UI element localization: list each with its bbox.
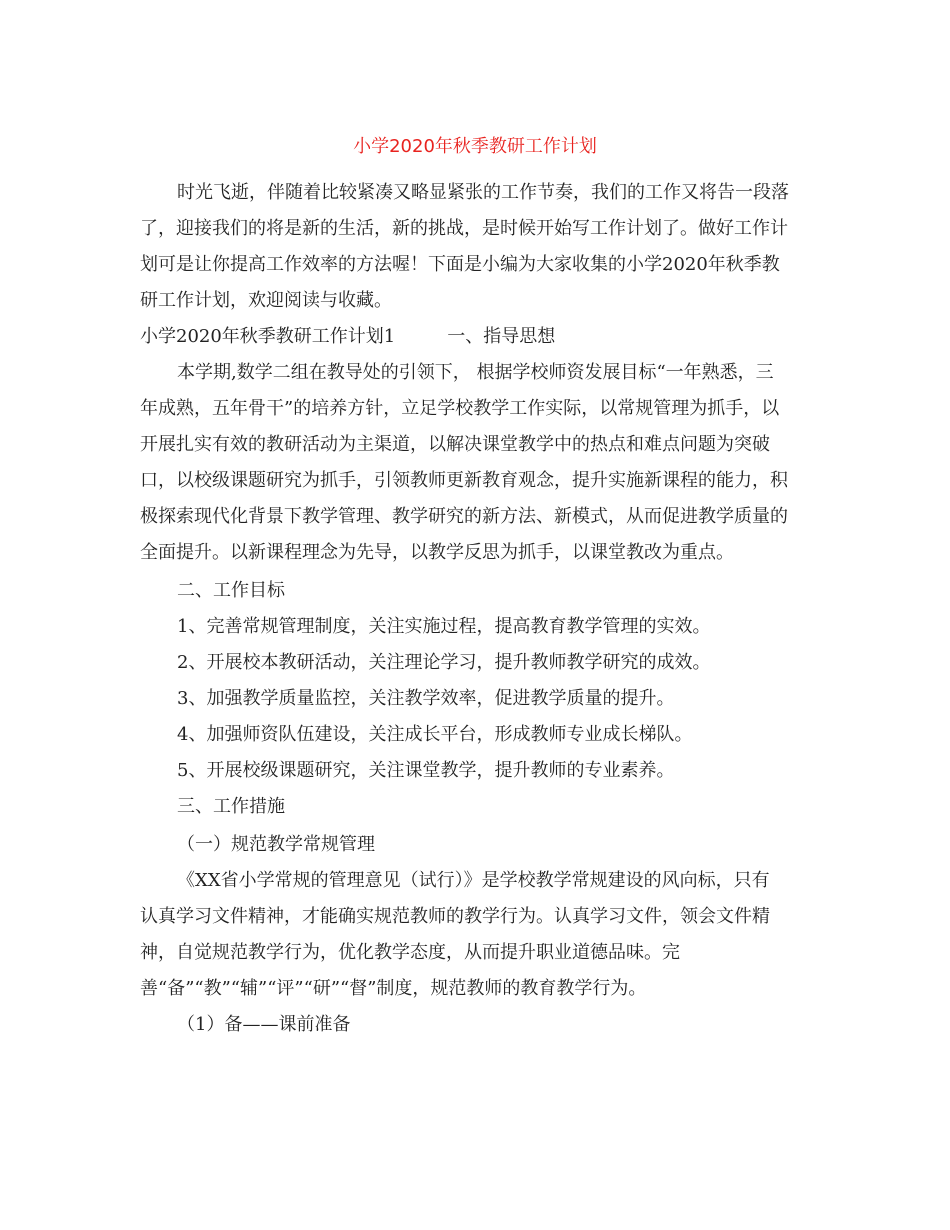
goal-item-2: 2、开展校本教研活动，关注理论学习，提升教师教学研究的成效。: [177, 652, 711, 673]
section-heading-measures: 三、工作措施: [177, 796, 285, 817]
guiding-line-1: 本学期,数学二组在教导处的引领下， 根据学校师资发展目标“一年熟悉，三: [177, 362, 774, 383]
intro-line-1: 时光飞逝，伴随着比较紧凑又略显紧张的工作节奏，我们的工作又将告一段落: [177, 182, 789, 203]
document-title: 小学2020年秋季教研工作计划: [353, 136, 597, 157]
plan-subtitle-line: [140, 326, 555, 348]
subsection-heading-1: （一）规范教学常规管理: [177, 834, 375, 855]
intro-line-2: 了，迎接我们的将是新的生活，新的挑战，是时候开始写工作计划了。做好工作计: [140, 218, 788, 239]
regulation-line-3: 神，自觉规范教学行为，优化教学态度，从而提升职业道德品味。完: [140, 942, 680, 963]
goal-item-4: 4、加强师资队伍建设，关注成长平台，形成教师专业成长梯队。: [177, 724, 693, 745]
guiding-line-5: 极探索现代化背景下教学管理、教学研究的新方法、新模式，从而促进教学质量的: [140, 506, 788, 527]
section-heading-goals: 二、工作目标: [177, 580, 285, 601]
regulation-line-4: 善“备”“教”“辅”“评”“研”“督”制度，规范教师的教育教学行为。: [140, 978, 647, 999]
regulation-line-2: 认真学习文件精神，才能确实规范教师的教学行为。认真学习文件，领会文件精: [140, 906, 770, 927]
goal-item-1: 1、完善常规管理制度，关注实施过程，提高教育教学管理的实效。: [177, 616, 711, 637]
goal-item-5: 5、开展校级课题研究，关注课堂教学，提升教师的专业素养。: [177, 760, 675, 781]
guiding-line-2: 年成熟，五年骨干”的培养方针，立足学校教学工作实际，以常规管理为抓手，以: [140, 398, 780, 419]
intro-line-4: 研工作计划，欢迎阅读与收藏。: [140, 290, 392, 311]
guiding-line-6: 全面提升。以新课程理念为先导，以教学反思为抓手，以课堂教改为重点。: [140, 542, 734, 563]
section-heading-guiding: 一、指导思想: [447, 326, 556, 347]
plan-subtitle: 小学2020年秋季教研工作计划1: [140, 326, 396, 347]
intro-line-3: 划可是让你提高工作效率的方法喔！下面是小编为大家收集的小学2020年秋季教: [140, 254, 780, 275]
guiding-line-4: 口，以校级课题研究为抓手，引领教师更新教育观念，提升实施新课程的能力，积: [140, 470, 788, 491]
guiding-line-3: 开展扎实有效的教研活动为主渠道，以解决课堂教学中的热点和难点问题为突破: [140, 434, 770, 455]
subsection-heading-1-1: （1）备——课前准备: [177, 1014, 351, 1035]
goal-item-3: 3、加强教学质量监控，关注教学效率，促进教学质量的提升。: [177, 688, 675, 709]
regulation-line-1: 《XX省小学常规的管理意见（试行）》是学校教学常规建设的风向标，只有: [177, 870, 770, 891]
